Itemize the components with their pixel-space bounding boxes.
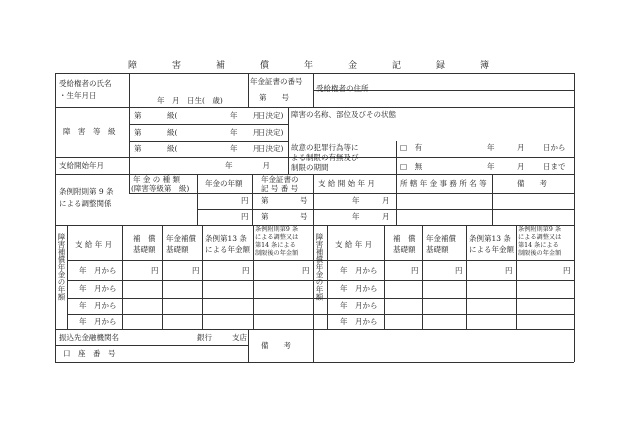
adjust-row-1-go: 号: [300, 196, 308, 205]
annual-right-base-yen: 円: [411, 266, 419, 275]
annual-adj-header-right-3: 第14 条による: [518, 242, 559, 249]
grade-row-2-decided: 日決定): [258, 128, 284, 137]
restriction-label-3: 制限の期間: [291, 163, 329, 172]
address-label: 受給権者の住所: [316, 84, 369, 93]
annual-art13-header-left-1: 条例第13 条: [205, 234, 247, 243]
annual-base-header-left-2: 基礎額: [133, 245, 156, 254]
annual-left-row-2-ym[interactable]: 年 月から: [79, 284, 117, 293]
annual-adj-header-right-1: 条例附則第9 条: [518, 226, 562, 233]
restriction-label-2: よる制限の有無及び: [291, 153, 359, 162]
start-label: 支給開始年月: [59, 161, 104, 170]
disability-label: 障害の名称、部位及びその状態: [291, 110, 396, 119]
restriction-from-date[interactable]: 年 月: [487, 143, 525, 152]
adjust-row-2-yen: 円: [241, 212, 249, 221]
annual-right-pension-yen: 円: [455, 266, 463, 275]
grade-row-3-decided: 日決定): [258, 144, 284, 153]
branch-suffix: 支店: [232, 333, 247, 342]
adjust-label-2: による調整関係: [59, 199, 112, 208]
birthdate-field[interactable]: 年 月 日生( 歳): [157, 96, 223, 105]
annual-pension-header-left-1: 年金補償: [166, 234, 196, 243]
restriction-no-checkbox[interactable]: □ 無: [400, 162, 423, 171]
annual-left-adj-yen: 円: [302, 266, 310, 275]
annual-right-row-4-ym[interactable]: 年 月から: [340, 317, 378, 326]
annual-adj-header-right-4: 制限後の年金額: [518, 250, 562, 257]
annual-art13-header-left-2: による年金額: [205, 245, 250, 254]
grade-row-3-grade[interactable]: 級(: [167, 144, 178, 153]
account-number-label: 口 座 番 号: [63, 349, 116, 358]
adjust-row-1-tsuki: 月: [382, 196, 390, 205]
annual-base-header-right-1: 補 償: [393, 234, 416, 243]
bank-label: 振込先金融機関名: [59, 333, 119, 342]
adjust-row-1-yen: 円: [241, 196, 249, 205]
grade-label: 障 害 等 級: [63, 127, 116, 136]
grade-row-2-prefix: 第: [134, 128, 142, 137]
annual-left-base-yen: 円: [151, 266, 159, 275]
grade-row-2-grade[interactable]: 級(: [167, 128, 178, 137]
annual-pension-header-left-2: 基礎額: [166, 245, 189, 254]
cert-number-field[interactable]: 第 号: [259, 93, 289, 102]
pension-amount-header: 年金の年額: [205, 179, 243, 188]
adjust-row-1-dai: 第: [261, 196, 269, 205]
annual-base-header-right-2: 基礎額: [393, 245, 416, 254]
pension-office-header: 所 轄 年 金 事 務 所 名 等: [400, 179, 487, 188]
annual-adj-header-right-2: による調整又は: [518, 234, 562, 241]
start-field[interactable]: 年 月: [225, 161, 270, 170]
annual-side-label-right: 障害補償年金の年額: [315, 233, 324, 301]
annual-adj-header-left-2: による調整又は: [255, 234, 299, 241]
annual-adj-header-left-4: 制限後の年金額: [255, 250, 299, 257]
pension-cert-header-1: 年金証書の: [261, 175, 299, 184]
record-form-table: [55, 73, 574, 362]
annual-ym-header-left: 支 給 年 月: [75, 240, 113, 249]
grade-row-1-prefix: 第: [134, 111, 142, 120]
annual-left-row-1-ym[interactable]: 年 月から: [79, 266, 117, 275]
pension-cert-header-2: 記 号 番 号: [261, 184, 299, 193]
restriction-yes-checkbox[interactable]: □ 有: [400, 143, 423, 152]
bank-remarks-label: 備 考: [261, 341, 291, 350]
annual-pension-header-right-1: 年金補償: [426, 234, 456, 243]
adjust-remarks-header: 備 考: [517, 179, 547, 188]
annual-left-row-4-ym[interactable]: 年 月から: [79, 317, 117, 326]
annual-right-row-2-ym[interactable]: 年 月から: [340, 284, 378, 293]
recipient-birth-label: ・生年月日: [59, 91, 97, 100]
annual-art13-header-right-2: による年金額: [469, 245, 514, 254]
pension-grade-header: (障害等級第 級): [131, 184, 190, 193]
annual-left-pension-yen: 円: [192, 266, 200, 275]
pension-type-header: 年 金 の 種 類: [133, 175, 181, 184]
annual-right-row-1-ym[interactable]: 年 月から: [340, 266, 378, 275]
restriction-to-date[interactable]: 年 月: [487, 162, 525, 171]
annual-adj-header-left-1: 条例附則第9 条: [255, 226, 299, 233]
adjust-row-2-tsuki: 月: [382, 212, 390, 221]
grade-row-3-prefix: 第: [134, 144, 142, 153]
annual-right-art13-yen: 円: [505, 266, 513, 275]
grade-row-1-date[interactable]: 年 月: [230, 111, 260, 120]
annual-art13-header-right-1: 条例第13 条: [469, 234, 511, 243]
annual-ym-header-right: 支 給 年 月: [335, 240, 373, 249]
annual-pension-header-right-2: 基礎額: [426, 245, 449, 254]
restriction-to-suffix: 日まで: [543, 162, 566, 171]
document-title: 障 害 補 償 年 金 記 録 簿: [127, 61, 502, 71]
annual-right-adj-yen: 円: [563, 266, 571, 275]
annual-left-row-3-ym[interactable]: 年 月から: [79, 301, 117, 310]
adjust-row-2-dai: 第: [261, 212, 269, 221]
grade-row-3-date[interactable]: 年 月: [230, 144, 260, 153]
adjust-row-1-nen: 年: [352, 196, 360, 205]
annual-side-label-left: 障害補償年金の年額: [57, 233, 66, 301]
grade-row-2-date[interactable]: 年 月: [230, 128, 260, 137]
adjust-row-2-nen: 年: [352, 212, 360, 221]
annual-left-art13-yen: 円: [242, 266, 250, 275]
grade-row-1-decided: 日決定): [258, 111, 284, 120]
bank-suffix: 銀行: [197, 333, 212, 342]
adjust-row-2-go: 号: [300, 212, 308, 221]
annual-base-header-left-1: 補 償: [133, 234, 156, 243]
grade-row-1-grade[interactable]: 級(: [167, 111, 178, 120]
annual-right-row-3-ym[interactable]: 年 月から: [340, 301, 378, 310]
annual-adj-header-left-3: 第14 条による: [255, 242, 296, 249]
restriction-label-1: 故意の犯罪行為等に: [291, 143, 359, 152]
restriction-from-suffix: 日から: [543, 143, 566, 152]
adjust-label-1: 条例附則第 9 条: [59, 187, 114, 196]
recipient-name-label: 受給権者の氏名: [59, 79, 112, 88]
adjust-start-header: 支 給 開 始 年 月: [318, 179, 375, 188]
cert-number-label: 年金証書の番号: [250, 77, 303, 86]
